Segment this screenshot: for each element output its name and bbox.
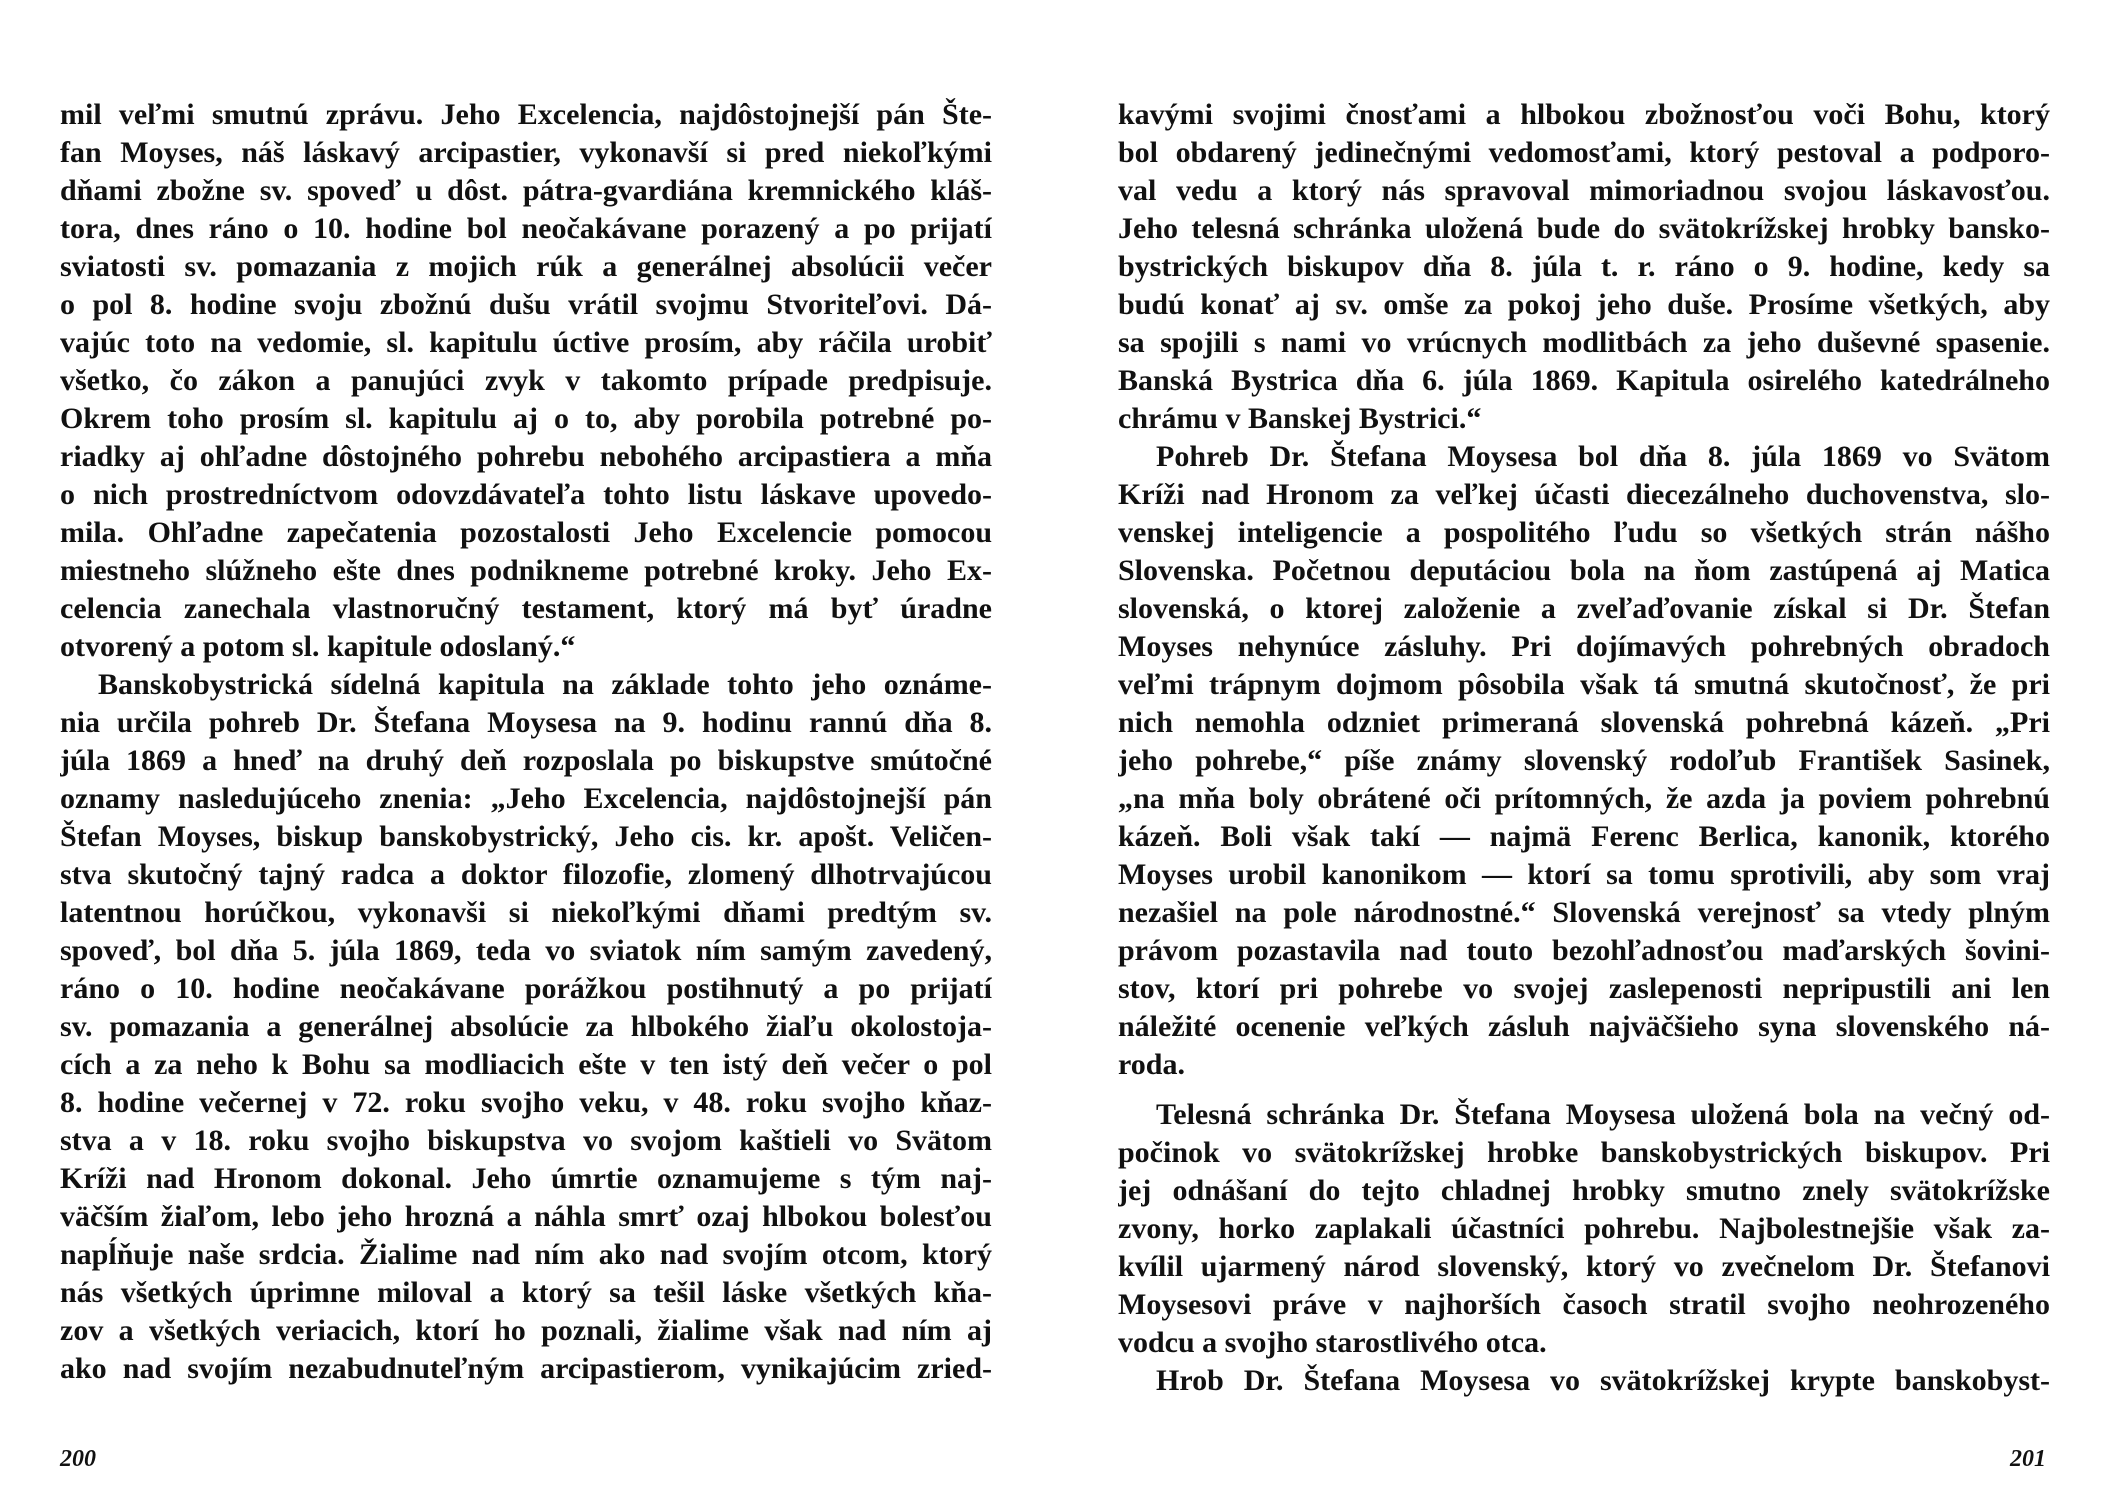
text-line: Jeho telesná schránka uložená bude do svätokrížskej hrobky bansko- [1118,212,2050,245]
text-line: nich nemohla odzniet primeraná slovenská pohrebná kázeň. „Pri [1118,706,2050,739]
text-line: kavými svojimi čnosťami a hlbokou zbožnosťou voči Bohu, ktorý [1118,98,2050,131]
text-line: nás všetkých úprimne miloval a ktorý sa tešil láske všetkých kňa- [60,1276,992,1309]
text-line: napĺňuje naše srdcia. Žialime nad ním ako nad svojím otcom, ktorý [60,1238,992,1271]
text-line: Banskobystrická sídelná kapitula na základe tohto jeho oznáme- [98,668,992,701]
text-line: sviatosti sv. pomazania z mojich rúk a generálnej absolúcii večer [60,250,992,283]
text-line: vodcu a svojho starostlivého otca. [1118,1326,1547,1359]
text-line: o pol 8. hodine svoju zbožnú dušu vrátil svojmu Stvoriteľovi. Dá- [60,288,992,321]
text-line: väčším žiaľom, lebo jeho hrozná a náhla smrť ozaj hlbokou bolesťou [60,1200,992,1233]
text-line: veľmi trápnym dojmom pôsobila však tá smutná skutočnosť, že pri [1118,668,2050,701]
text-line: zov a všetkých veriacich, ktorí ho poznali, žialime však nad ním aj [60,1314,992,1347]
text-line: stva a v 18. roku svojho biskupstva vo svojom kaštieli vo Svätom [60,1124,992,1157]
text-line: Banská Bystrica dňa 6. júla 1869. Kapitula osirelého katedrálneho [1118,364,2050,397]
text-line: Moysesovi práve v najhorších časoch stratil svojho neohrozeného [1118,1288,2050,1321]
text-line: mila. Ohľadne zapečatenia pozostalosti Jeho Excelencie pomocou [60,516,992,549]
text-line: ráno o 10. hodine neočakávane porážkou postihnutý a po prijatí [60,972,992,1005]
text-line: kvílil ujarmený národ slovenský, ktorý vo zvečnelom Dr. Štefanovi [1118,1250,2050,1283]
text-line: náležité ocenenie veľkých zásluh najväčšieho syna slovenského ná- [1118,1010,2050,1043]
text-line: zvony, horko zaplakali účastníci pohrebu. Najbolestnejšie však za- [1118,1212,2050,1245]
text-line: Kríži nad Hronom za veľkej účasti diecezálneho duchovenstva, slo- [1118,478,2050,511]
text-line: nia určila pohreb Dr. Štefana Moysesa na 9. hodinu rannú dňa 8. [60,706,992,739]
text-line: chrámu v Banskej Bystrici.“ [1118,402,1482,435]
text-line: sv. pomazania a generálnej absolúcie za hlbokého žiaľu okolostoja- [60,1010,992,1043]
text-line: mil veľmi smutnú zprávu. Jeho Excelencia, najdôstojnejší pán Šte- [60,98,992,131]
text-line: sa spojili s nami vo vrúcnych modlitbách za jeho duševné spasenie. [1118,326,2050,359]
text-line: Moyses urobil kanonikom — ktorí sa tomu sprotivili, aby som vraj [1118,858,2050,891]
text-line: 8. hodine večernej v 72. roku svojho veku, v 48. roku svojho kňaz- [60,1086,992,1119]
text-line: nezašiel na pole národnostné.“ Slovenská verejnosť sa vtedy plným [1118,896,2050,929]
text-line: Kríži nad Hronom dokonal. Jeho úmrtie oznamujeme s tým naj- [60,1162,992,1195]
text-line: dňami zbožne sv. spoveď u dôst. pátra-gvardiána kremnického kláš- [60,174,992,207]
text-line: Moyses nehynúce zásluhy. Pri dojímavých pohrebných obradoch [1118,630,2050,663]
text-line: Slovenska. Početnou deputáciou bola na ňom zastúpená aj Matica [1118,554,2050,587]
text-line: otvorený a potom sl. kapitule odoslaný.“ [60,630,576,663]
text-line: latentnou horúčkou, vykonavši si niekoľkými dňami predtým sv. [60,896,992,929]
text-line: slovenská, o ktorej založenie a zveľaďovanie získal si Dr. Štefan [1118,592,2050,625]
text-line: Pohreb Dr. Štefana Moysesa bol dňa 8. júla 1869 vo Svätom [1156,440,2050,473]
page-number-left: 200 [60,1446,96,1472]
text-line: kázeň. Boli však takí — najmä Ferenc Berlica, kanonik, ktorého [1118,820,2050,853]
text-line: bol obdarený jedinečnými vedomosťami, ktorý pestoval a podporo- [1118,136,2050,169]
text-line: stov, ktorí pri pohrebe vo svojej zaslepenosti nepripustili ani len [1118,972,2050,1005]
text-line: cích a za neho k Bohu sa modliacich ešte v ten istý deň večer o pol [60,1048,992,1081]
text-line: ako nad svojím nezabudnuteľným arcipastierom, vynikajúcim zried- [60,1352,992,1385]
text-line: celencia zanechala vlastnoručný testament, ktorý má byť úradne [60,592,992,625]
text-line: spoveď, bol dňa 5. júla 1869, teda vo sviatok ním samým zavedený, [60,934,992,967]
left-page [60,96,992,1388]
text-line: „na mňa boly obrátené oči prítomných, že azda ja poviem pohrebnú [1118,782,2050,815]
text-line: Hrob Dr. Štefana Moysesa vo svätokrížskej krypte banskobyst- [1156,1364,2050,1397]
text-line: o nich prostredníctvom odovzdávateľa tohto listu láskave upovedo- [60,478,992,511]
text-line: vajúc toto na vedomie, sl. kapitulu úctive prosím, aby ráčila urobiť [60,326,992,359]
text-line: všetko, čo zákon a panujúci zvyk v takomto prípade predpisuje. [60,364,992,397]
text-line: Okrem toho prosím sl. kapitulu aj o to, aby porobila potrebné po- [60,402,992,435]
text-line: jej odnášaní do tejto chladnej hrobky smutno znely svätokrížske [1118,1174,2050,1207]
text-line: jeho pohrebe,“ píše známy slovenský rodoľub František Sasinek, [1118,744,2050,777]
right-page [1118,96,2050,1400]
text-line: miestneho slúžneho ešte dnes podnikneme potrebné kroky. Jeho Ex- [60,554,992,587]
text-line: počinok vo svätokrížskej hrobke banskobystrických biskupov. Pri [1118,1136,2050,1169]
page-number-right: 201 [2010,1446,2046,1472]
text-line: riadky aj ohľadne dôstojného pohrebu nebohého arcipastiera a mňa [60,440,992,473]
text-line: júla 1869 a hneď na druhý deň rozposlala po biskupstve smútočné [60,744,992,777]
text-line: budú konať aj sv. omše za pokoj jeho duše. Prosíme všetkých, aby [1118,288,2050,321]
text-line: stva skutočný tajný radca a doktor filozofie, zlomený dlhotrvajúcou [60,858,992,891]
text-line: oznamy nasledujúceho znenia: „Jeho Excelencia, najdôstojnejší pán [60,782,992,815]
text-line: Telesná schránka Dr. Štefana Moysesa uložená bola na večný od- [1156,1098,2050,1131]
text-line: venskej inteligencie a pospolitého ľudu so všetkých strán nášho [1118,516,2050,549]
text-line: Štefan Moyses, biskup banskobystrický, Jeho cis. kr. apošt. Veličen- [60,820,992,853]
text-line: fan Moyses, náš láskavý arcipastier, vykonavší si pred niekoľkými [60,136,992,169]
text-line: tora, dnes ráno o 10. hodine bol neočakávane porazený a po prijatí [60,212,992,245]
text-line: val vedu a ktorý nás spravoval mimoriadnou svojou láskavosťou. [1118,174,2050,207]
text-line: právom pozastavila nad touto bezohľadnosťou maďarských šovini- [1118,934,2050,967]
text-line: bystrických biskupov dňa 8. júla t. r. ráno o 9. hodine, kedy sa [1118,250,2050,283]
text-line: roda. [1118,1048,1185,1081]
